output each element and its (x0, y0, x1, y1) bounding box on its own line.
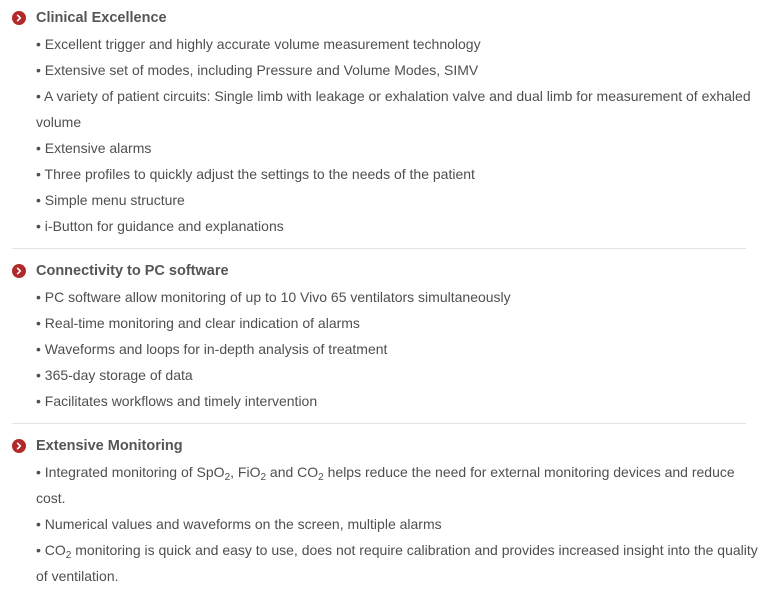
item-text: helps reduce the need for external monitoring devices and reduce cost. (36, 464, 735, 506)
list-item: • Extensive set of modes, including Pressure and Volume Modes, SIMV (36, 62, 479, 78)
chevron-right-circle-icon (12, 439, 26, 453)
item-text: • CO (36, 542, 66, 558)
list-item (36, 537, 758, 589)
divider (12, 248, 746, 249)
subscript: 2 (260, 472, 267, 483)
section-heading (12, 258, 758, 284)
divider (12, 423, 746, 424)
list-item: • Extensive alarms (36, 140, 152, 156)
section-heading (12, 5, 758, 31)
list-item: • Excellent trigger and highly accurate volume measurement technology (36, 36, 481, 52)
list-item: • Numerical values and waveforms on the screen, multiple alarms (36, 516, 442, 532)
section-heading (12, 433, 758, 459)
list-item: • PC software allow monitoring of up to 10 Vivo 65 ventilators simultaneously (36, 289, 511, 305)
chevron-right-circle-icon (12, 264, 26, 278)
list-item: • Real-time monitoring and clear indication of alarms (36, 315, 360, 331)
list-item: • Three profiles to quickly adjust the settings to the needs of the patient (36, 166, 475, 182)
item-text: and CO (266, 464, 319, 480)
item-text: • Integrated monitoring of SpO (36, 464, 225, 480)
list-item: • Facilitates workflows and timely intervention (36, 393, 318, 409)
item-text: monitoring is quick and easy to use, does not require calibration and provides increased insight into the quality of ventilation. (36, 542, 758, 584)
list-item: • Simple menu structure (36, 192, 185, 208)
list-item: • i-Button for guidance and explanations (36, 218, 284, 234)
section-connectivity (12, 258, 758, 414)
list-item: • Waveforms and loops for in-depth analysis of treatment (36, 341, 388, 357)
chevron-right-circle-icon (12, 11, 26, 25)
list-item: • 365-day storage of data (36, 367, 193, 383)
section-title: Clinical Excellence (36, 10, 167, 26)
subscript: 2 (318, 472, 324, 483)
section-title: Extensive Monitoring (36, 438, 183, 454)
section-clinical-excellence (12, 5, 758, 239)
subscript: 2 (65, 550, 72, 561)
item-text: , FiO (230, 464, 261, 480)
list-item: • A variety of patient circuits: Single limb with leakage or exhalation valve and dual limb for measurement of exhaled volume (36, 88, 751, 130)
section-title: Connectivity to PC software (36, 263, 229, 279)
section-extensive-monitoring (12, 433, 758, 589)
subscript: 2 (224, 472, 231, 483)
list-item (36, 459, 758, 511)
